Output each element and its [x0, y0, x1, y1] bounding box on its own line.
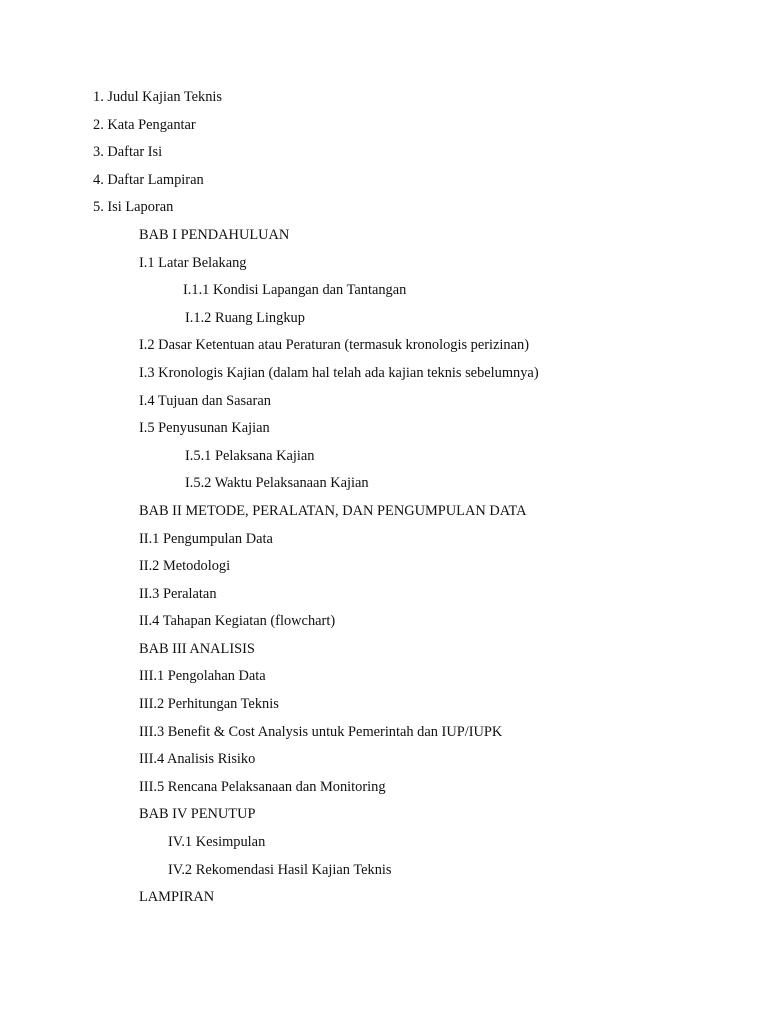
section-item-1-4: I.4 Tujuan dan Sasaran — [139, 392, 271, 409]
section-item-1-3: I.3 Kronologis Kajian (dalam hal telah ada kajian teknis sebelumnya) — [139, 364, 539, 381]
section-item-2-3: II.3 Peralatan — [139, 585, 217, 602]
appendix-heading-lampiran: LAMPIRAN — [139, 889, 215, 906]
chapter-heading-bab-1: BAB I PENDAHULUAN — [139, 226, 290, 243]
subsection-item-1-5-1: I.5.1 Pelaksana Kajian — [185, 447, 315, 464]
section-item-2-1: II.1 Pengumpulan Data — [139, 530, 273, 547]
section-item-1-2: I.2 Dasar Ketentuan atau Peraturan (termasuk kronologis perizinan) — [139, 337, 530, 354]
subsection-item-1-1-1: I.1.1 Kondisi Lapangan dan Tantangan — [183, 282, 407, 299]
outline-item-kata-pengantar: 2. Kata Pengantar — [93, 116, 196, 133]
section-item-3-3: III.3 Benefit & Cost Analysis untuk Pemerintah dan IUP/IUPK — [139, 723, 503, 740]
section-item-2-4: II.4 Tahapan Kegiatan (flowchart) — [139, 613, 336, 630]
table-of-contents-outline — [0, 84, 768, 912]
section-item-4-1: IV.1 Kesimpulan — [168, 834, 266, 851]
section-item-3-1: III.1 Pengolahan Data — [139, 668, 266, 685]
outline-item-isi-laporan: 5. Isi Laporan — [93, 199, 174, 216]
chapter-heading-bab-4: BAB IV PENUTUP — [139, 806, 256, 823]
outline-item-judul: 1. Judul Kajian Teknis — [93, 89, 223, 105]
chapter-heading-bab-2: BAB II METODE, PERALATAN, DAN PENGUMPULAN DATA — [139, 502, 527, 519]
section-item-1-1: I.1 Latar Belakang — [139, 254, 247, 271]
section-item-3-4: III.4 Analisis Risiko — [139, 751, 256, 768]
chapter-heading-bab-3: BAB III ANALISIS — [139, 640, 255, 657]
outline-item-daftar-isi: 3. Daftar Isi — [93, 144, 163, 161]
subsection-item-1-5-2: I.5.2 Waktu Pelaksanaan Kajian — [185, 475, 369, 492]
section-item-4-2: IV.2 Rekomendasi Hasil Kajian Teknis — [168, 861, 392, 878]
section-item-2-2: II.2 Metodologi — [139, 558, 231, 575]
section-item-1-5: I.5 Penyusunan Kajian — [139, 420, 270, 437]
outline-item-daftar-lampiran: 4. Daftar Lampiran — [93, 171, 204, 188]
section-item-3-2: III.2 Perhitungan Teknis — [139, 696, 279, 713]
subsection-item-1-1-2: I.1.2 Ruang Lingkup — [185, 309, 305, 326]
section-item-3-5: III.5 Rencana Pelaksanaan dan Monitoring — [139, 778, 386, 795]
